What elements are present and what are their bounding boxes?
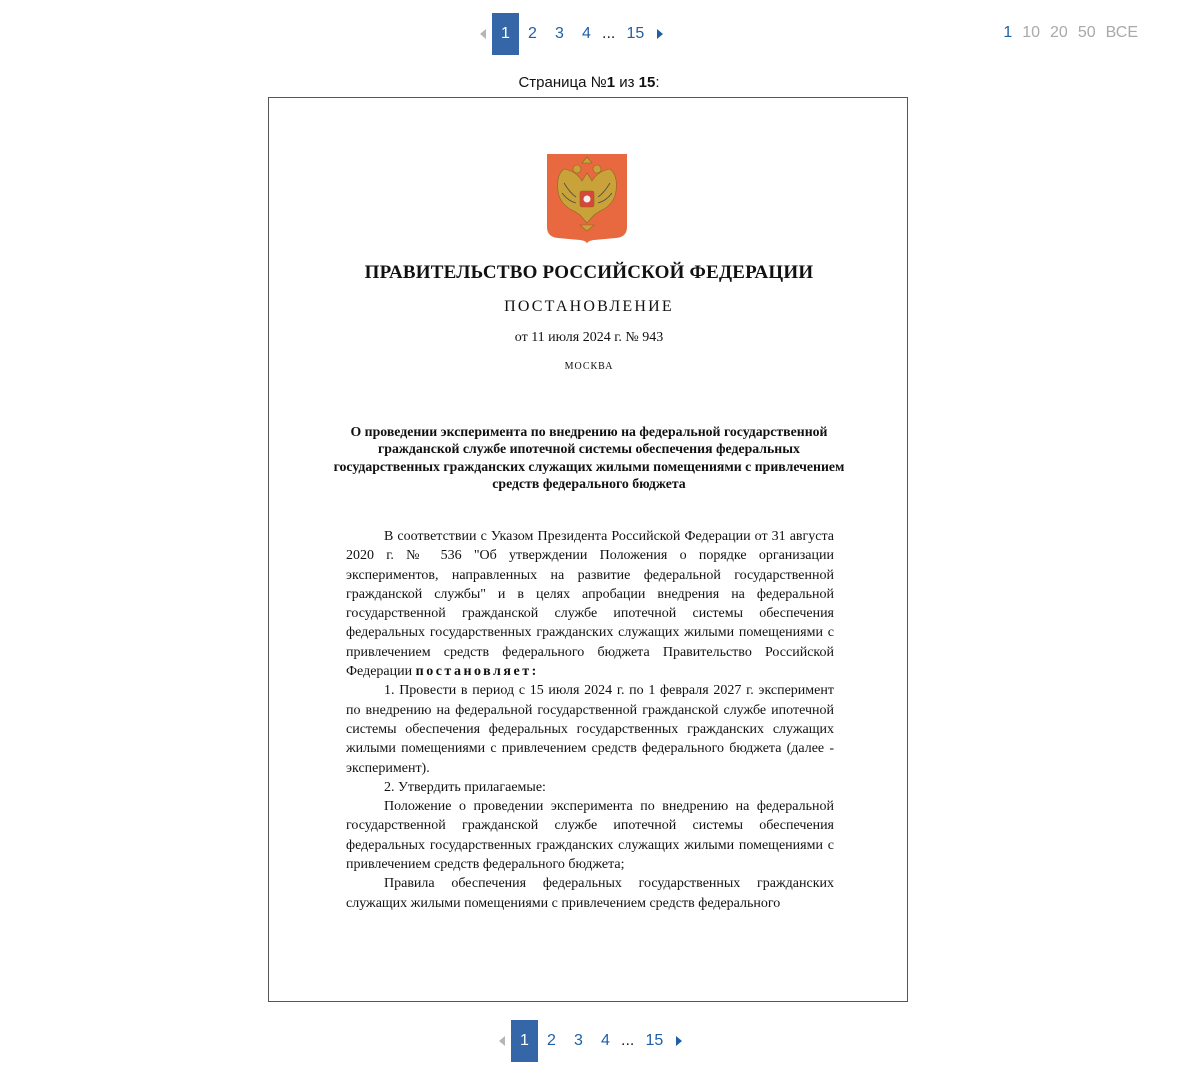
per-page-selector bbox=[993, 24, 1138, 42]
paragraph-1: 1. Провести в период с 15 июля 2024 г. по 1 февраля 2027 г. эксперимент по внедрению на федеральной государственной гражданской службе ипотечной системы обеспечения федеральных государственных гражданских служащих жилыми помещениями с привлечением средств федерального бюджета (далее - эксперимент). bbox=[346, 683, 834, 776]
per-page-option-50[interactable]: 50 bbox=[1077, 24, 1096, 41]
decree-body bbox=[346, 527, 834, 913]
page-3-button[interactable]: 3 bbox=[555, 25, 564, 42]
prev-page-button[interactable] bbox=[474, 13, 492, 55]
next-page-button-bottom[interactable] bbox=[670, 1020, 688, 1062]
page-4-button-bottom[interactable]: 4 bbox=[601, 1032, 610, 1049]
page-last-button-bottom[interactable]: 15 bbox=[645, 1032, 664, 1049]
page-caption bbox=[0, 74, 1178, 91]
per-page-option-20[interactable]: 20 bbox=[1050, 24, 1068, 41]
caption-middle: из bbox=[615, 74, 639, 91]
coat-of-arms-icon bbox=[546, 153, 628, 245]
next-page-button[interactable] bbox=[651, 13, 669, 55]
page-3-button-bottom[interactable]: 3 bbox=[574, 1032, 583, 1049]
document-page bbox=[268, 97, 908, 1002]
page-2-button-bottom[interactable]: 2 bbox=[547, 1032, 556, 1049]
paragraph-2: 2. Утвердить прилагаемые: bbox=[384, 779, 546, 795]
page-4-button[interactable]: 4 bbox=[582, 25, 591, 42]
paragraph-preamble bbox=[346, 527, 834, 681]
per-page-option-1[interactable]: 1 bbox=[1003, 24, 1013, 41]
chevron-right-icon bbox=[676, 1036, 682, 1046]
decree-heading: ПОСТАНОВЛЕНИЕ bbox=[504, 298, 674, 315]
page-1-button-bottom[interactable]: 1 bbox=[511, 1020, 538, 1062]
page-last-button[interactable]: 15 bbox=[626, 25, 645, 42]
government-heading: ПРАВИТЕЛЬСТВО РОССИЙСКОЙ ФЕДЕРАЦИИ bbox=[364, 262, 814, 283]
page-2-button[interactable]: 2 bbox=[528, 25, 537, 42]
resolves-word: постановляет: bbox=[415, 664, 539, 680]
paragraph-3: Положение о проведении эксперимента по внедрению на федеральной государственной гражданской службе ипотечной системы обеспечения федеральных государственных гражданских служащих жилыми помещениями с привлечением средств федерального бюджета; bbox=[346, 799, 834, 873]
pagination-top bbox=[474, 13, 669, 55]
preamble-text: В соответствии с Указом Президента Российской Федерации от 31 августа 2020 г. № 536 "Об утверждении Положения о порядке организации экспериментов, направленных на развитие федеральной государственной гражданской службы" и в целях апробации внедрения на федеральной государственной гражданской службе ипотечной системы обеспечения федеральных государственных гражданских служащих жилыми помещениями с привлечением средств федерального бюджета Правительство Российской Федерации bbox=[346, 529, 834, 680]
decree-city: МОСКВА bbox=[564, 361, 614, 372]
decree-date: от 11 июля 2024 г. № 943 bbox=[514, 330, 664, 345]
pagination-bottom bbox=[493, 1020, 688, 1062]
pager-ellipsis: ... bbox=[602, 25, 616, 42]
chevron-right-icon bbox=[657, 29, 663, 39]
page-1-button[interactable]: 1 bbox=[492, 13, 519, 55]
decree-title: О проведении эксперимента по внедрению на федеральной государственной гражданской службе ипотечной системы обеспечения федеральных государственных гражданских служащих жилыми помещениями с привлечением средств федерального бюджета bbox=[333, 424, 845, 491]
caption-suffix: : bbox=[655, 74, 660, 91]
per-page-option-all[interactable]: ВСЕ bbox=[1105, 24, 1138, 41]
paragraph-4: Правила обеспечения федеральных государственных гражданских служащих жилыми помещениями с привлечением средств федерального bbox=[346, 876, 834, 911]
caption-prefix: Страница № bbox=[518, 74, 607, 91]
prev-page-button-bottom[interactable] bbox=[493, 1020, 511, 1062]
chevron-left-icon bbox=[480, 29, 486, 39]
caption-total-pages: 15 bbox=[638, 74, 656, 91]
caption-current-page: 1 bbox=[606, 74, 616, 91]
per-page-option-10[interactable]: 10 bbox=[1022, 24, 1041, 41]
chevron-left-icon bbox=[499, 1036, 505, 1046]
pager-ellipsis-bottom: ... bbox=[621, 1032, 635, 1049]
